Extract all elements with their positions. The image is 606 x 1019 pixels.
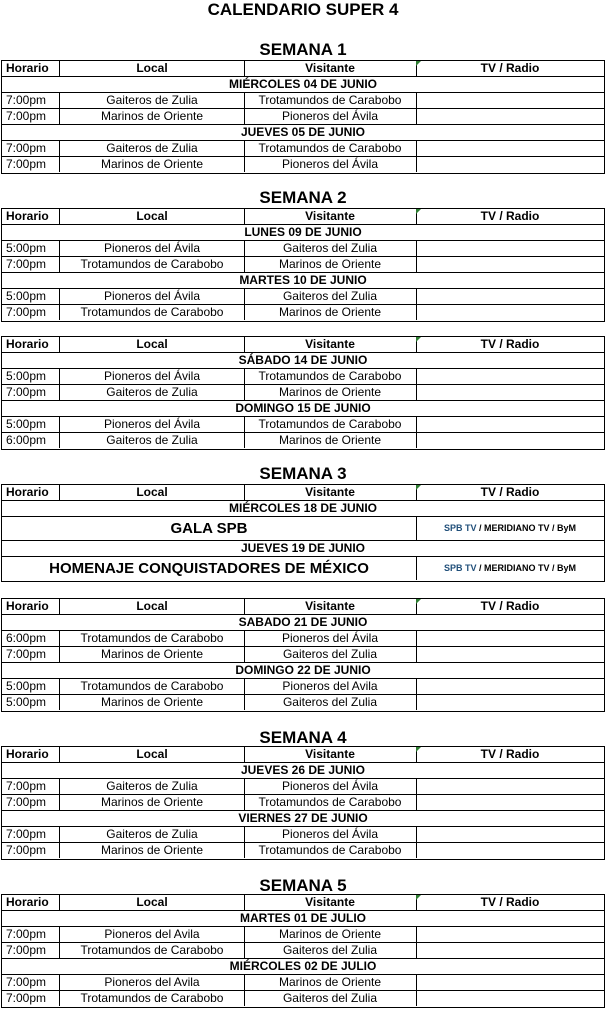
tv-radio-cell (416, 257, 604, 272)
schedule-table (1, 484, 605, 582)
visitor-team: Trotamundos de Carabobo (244, 369, 417, 384)
local-team: Pioneros del Ávila (60, 417, 245, 432)
game-row (2, 109, 604, 125)
comment-flag-icon (416, 599, 421, 604)
game-time: 7:00pm (2, 385, 60, 400)
visitor-team: Trotamundos de Carabobo (244, 843, 417, 858)
header-tv: TV / Radio (480, 895, 540, 909)
header-time: Horario (2, 485, 60, 500)
special-event-broadcast (416, 557, 604, 580)
date-label: MIÉRCOLES 02 DE JULIO (229, 959, 377, 973)
game-row (2, 779, 604, 795)
game-row (2, 257, 604, 273)
local-team: Pioneros del Avila (60, 975, 245, 990)
visitor-team: Gaiteros del Zulia (244, 943, 417, 958)
visitor-team: Gaiteros del Zulia (244, 647, 417, 662)
header-local: Local (60, 61, 245, 76)
date-label: LUNES 09 DE JUNIO (244, 225, 362, 239)
game-row (2, 369, 604, 385)
local-team: Trotamundos de Carabobo (60, 991, 245, 1006)
date-label: MARTES 01 DE JULIO (239, 911, 367, 925)
header-tv: TV / Radio (480, 485, 540, 499)
game-time: 7:00pm (2, 109, 60, 124)
table-header-row (2, 337, 604, 353)
game-time: 6:00pm (2, 433, 60, 448)
comment-flag-icon (416, 61, 421, 66)
tv-radio-cell (416, 109, 604, 124)
visitor-team: Pioneros del Ávila (244, 109, 417, 124)
game-row (2, 157, 604, 173)
header-tv: TV / Radio (480, 599, 540, 613)
header-tv: TV / Radio (480, 209, 540, 223)
visitor-team: Gaiteros del Zulia (244, 991, 417, 1006)
date-label: MIÉRCOLES 18 DE JUNIO (228, 501, 378, 515)
header-visitor: Visitante (244, 209, 417, 224)
game-row (2, 141, 604, 157)
game-row (2, 843, 604, 859)
date-label: SÁBADO 14 DE JUNIO (238, 353, 368, 367)
game-row (2, 679, 604, 695)
header-time: Horario (2, 61, 60, 76)
date-label: JUEVES 19 DE JUNIO (240, 541, 366, 555)
tv-radio-cell (416, 695, 604, 710)
header-visitor: Visitante (244, 61, 417, 76)
tv-radio-cell (416, 157, 604, 172)
broadcaster-others: / MERIDIANO TV / ByM (476, 563, 577, 573)
header-visitor: Visitante (244, 747, 417, 762)
game-time: 5:00pm (2, 679, 60, 694)
week-title: SEMANA 1 (259, 40, 347, 59)
header-time: Horario (2, 747, 60, 762)
game-time: 7:00pm (2, 157, 60, 172)
header-tv: TV / Radio (480, 337, 540, 351)
visitor-team: Marinos de Oriente (244, 257, 417, 272)
game-row (2, 289, 604, 305)
tv-radio-cell (416, 289, 604, 304)
local-team: Gaiteros de Zulia (60, 433, 245, 448)
local-team: Trotamundos de Carabobo (60, 305, 245, 320)
date-label: DOMINGO 15 DE JUNIO (235, 401, 371, 415)
header-visitor: Visitante (244, 337, 417, 352)
local-team: Marinos de Oriente (60, 695, 245, 710)
tv-radio-cell (416, 241, 604, 256)
visitor-team: Pioneros del Ávila (244, 157, 417, 172)
visitor-team: Trotamundos de Carabobo (244, 417, 417, 432)
local-team: Marinos de Oriente (60, 647, 245, 662)
date-row (2, 663, 604, 679)
visitor-team: Trotamundos de Carabobo (244, 795, 417, 810)
game-row (2, 305, 604, 321)
tv-radio-cell (416, 779, 604, 794)
week-title: SEMANA 3 (259, 464, 347, 483)
tv-radio-cell (416, 843, 604, 858)
date-row (2, 77, 604, 93)
tv-radio-cell (416, 433, 604, 448)
game-time: 7:00pm (2, 991, 60, 1006)
game-row (2, 927, 604, 943)
header-local: Local (60, 209, 245, 224)
header-local: Local (60, 599, 245, 614)
tv-radio-cell (416, 943, 604, 958)
header-time: Horario (2, 209, 60, 224)
tv-radio-cell (416, 141, 604, 156)
date-row (2, 273, 604, 289)
local-team: Trotamundos de Carabobo (60, 679, 245, 694)
game-row (2, 991, 604, 1007)
special-event-name: GALA SPB (2, 517, 417, 540)
broadcaster-spb: SPB TV (443, 523, 477, 533)
date-label: MIÉRCOLES 04 DE JUNIO (228, 77, 378, 91)
schedule-table (1, 336, 605, 450)
game-time: 7:00pm (2, 975, 60, 990)
date-row (2, 501, 604, 517)
local-team: Gaiteros de Zulia (60, 385, 245, 400)
header-local: Local (60, 337, 245, 352)
game-time: 7:00pm (2, 305, 60, 320)
visitor-team: Gaiteros del Zulia (244, 289, 417, 304)
visitor-team: Marinos de Oriente (244, 433, 417, 448)
local-team: Pioneros del Ávila (60, 289, 245, 304)
game-time: 7:00pm (2, 257, 60, 272)
game-row (2, 943, 604, 959)
local-team: Pioneros del Ávila (60, 241, 245, 256)
game-time: 5:00pm (2, 417, 60, 432)
comment-flag-icon (416, 209, 421, 214)
date-row (2, 225, 604, 241)
tv-radio-cell (416, 927, 604, 942)
visitor-team: Marinos de Oriente (244, 975, 417, 990)
game-row (2, 795, 604, 811)
special-event-broadcast (416, 517, 604, 540)
table-header-row (2, 599, 604, 615)
visitor-team: Pioneros del Ávila (244, 827, 417, 842)
header-tv: TV / Radio (480, 747, 540, 761)
page-title: CALENDARIO SUPER 4 (207, 0, 399, 19)
week-title: SEMANA 5 (259, 876, 347, 895)
header-local: Local (60, 895, 245, 910)
table-header-row (2, 209, 604, 225)
game-time: 5:00pm (2, 241, 60, 256)
local-team: Marinos de Oriente (60, 109, 245, 124)
header-time: Horario (2, 599, 60, 614)
special-event-row (2, 517, 604, 541)
header-local: Local (60, 747, 245, 762)
game-row (2, 241, 604, 257)
game-row (2, 93, 604, 109)
table-header-row (2, 61, 604, 77)
tv-radio-cell (416, 647, 604, 662)
local-team: Trotamundos de Carabobo (60, 257, 245, 272)
game-time: 7:00pm (2, 795, 60, 810)
local-team: Pioneros del Avila (60, 927, 245, 942)
table-header-row (2, 747, 604, 763)
game-time: 7:00pm (2, 647, 60, 662)
date-label: JUEVES 26 DE JUNIO (240, 763, 366, 777)
tv-radio-cell (416, 631, 604, 646)
date-label: JUEVES 05 DE JUNIO (240, 125, 366, 139)
broadcaster-others: / MERIDIANO TV / ByM (476, 523, 577, 533)
comment-flag-icon (416, 485, 421, 490)
visitor-team: Gaiteros del Zulia (244, 695, 417, 710)
game-time: 7:00pm (2, 827, 60, 842)
local-team: Gaiteros de Zulia (60, 779, 245, 794)
local-team: Trotamundos de Carabobo (60, 631, 245, 646)
header-visitor: Visitante (244, 895, 417, 910)
game-time: 7:00pm (2, 93, 60, 108)
visitor-team: Marinos de Oriente (244, 305, 417, 320)
week-title: SEMANA 2 (259, 188, 347, 207)
date-row (2, 763, 604, 779)
date-row (2, 911, 604, 927)
visitor-team: Trotamundos de Carabobo (244, 93, 417, 108)
comment-flag-icon (416, 895, 421, 900)
week-title: SEMANA 4 (259, 728, 347, 747)
local-team: Marinos de Oriente (60, 157, 245, 172)
broadcaster-spb: SPB TV (443, 563, 477, 573)
date-row (2, 353, 604, 369)
game-time: 5:00pm (2, 695, 60, 710)
tv-radio-cell (416, 385, 604, 400)
date-row (2, 615, 604, 631)
header-time: Horario (2, 337, 60, 352)
game-row (2, 647, 604, 663)
header-visitor: Visitante (244, 485, 417, 500)
game-time: 5:00pm (2, 289, 60, 304)
local-team: Trotamundos de Carabobo (60, 943, 245, 958)
game-time: 7:00pm (2, 943, 60, 958)
special-event-name: HOMENAJE CONQUISTADORES DE MÉXICO (2, 557, 417, 580)
date-row (2, 959, 604, 975)
date-label: SABADO 21 DE JUNIO (238, 615, 368, 629)
game-time: 7:00pm (2, 927, 60, 942)
visitor-team: Marinos de Oriente (244, 385, 417, 400)
game-time: 7:00pm (2, 843, 60, 858)
comment-flag-icon (416, 747, 421, 752)
tv-radio-cell (416, 827, 604, 842)
game-time: 5:00pm (2, 369, 60, 384)
visitor-team: Trotamundos de Carabobo (244, 141, 417, 156)
schedule-table (1, 208, 605, 322)
special-event-row (2, 557, 604, 581)
tv-radio-cell (416, 417, 604, 432)
visitor-team: Pioneros del Ávila (244, 631, 417, 646)
schedule-table (1, 60, 605, 174)
date-row (2, 541, 604, 557)
game-row (2, 975, 604, 991)
table-header-row (2, 485, 604, 501)
comment-flag-icon (416, 337, 421, 342)
schedule-table (1, 746, 605, 860)
tv-radio-cell (416, 305, 604, 320)
game-row (2, 827, 604, 843)
date-label: MARTES 10 DE JUNIO (239, 273, 367, 287)
local-team: Marinos de Oriente (60, 843, 245, 858)
table-header-row (2, 895, 604, 911)
game-time: 7:00pm (2, 779, 60, 794)
date-label: VIERNES 27 DE JUNIO (238, 811, 368, 825)
date-row (2, 401, 604, 417)
game-row (2, 695, 604, 711)
local-team: Gaiteros de Zulia (60, 93, 245, 108)
visitor-team: Pioneros del Ávila (244, 779, 417, 794)
header-time: Horario (2, 895, 60, 910)
schedule-table (1, 894, 605, 1008)
game-time: 7:00pm (2, 141, 60, 156)
header-tv: TV / Radio (480, 61, 540, 75)
visitor-team: Marinos de Oriente (244, 927, 417, 942)
header-visitor: Visitante (244, 599, 417, 614)
header-local: Local (60, 485, 245, 500)
game-row (2, 385, 604, 401)
game-time: 6:00pm (2, 631, 60, 646)
game-row (2, 631, 604, 647)
tv-radio-cell (416, 369, 604, 384)
local-team: Marinos de Oriente (60, 795, 245, 810)
date-row (2, 811, 604, 827)
date-label: DOMINGO 22 DE JUNIO (235, 663, 371, 677)
schedule-table (1, 598, 605, 712)
local-team: Gaiteros de Zulia (60, 827, 245, 842)
tv-radio-cell (416, 795, 604, 810)
tv-radio-cell (416, 991, 604, 1006)
game-row (2, 417, 604, 433)
tv-radio-cell (416, 975, 604, 990)
local-team: Pioneros del Ávila (60, 369, 245, 384)
visitor-team: Pioneros del Avila (244, 679, 417, 694)
local-team: Gaiteros de Zulia (60, 141, 245, 156)
tv-radio-cell (416, 679, 604, 694)
game-row (2, 433, 604, 449)
tv-radio-cell (416, 93, 604, 108)
date-row (2, 125, 604, 141)
visitor-team: Gaiteros del Zulia (244, 241, 417, 256)
